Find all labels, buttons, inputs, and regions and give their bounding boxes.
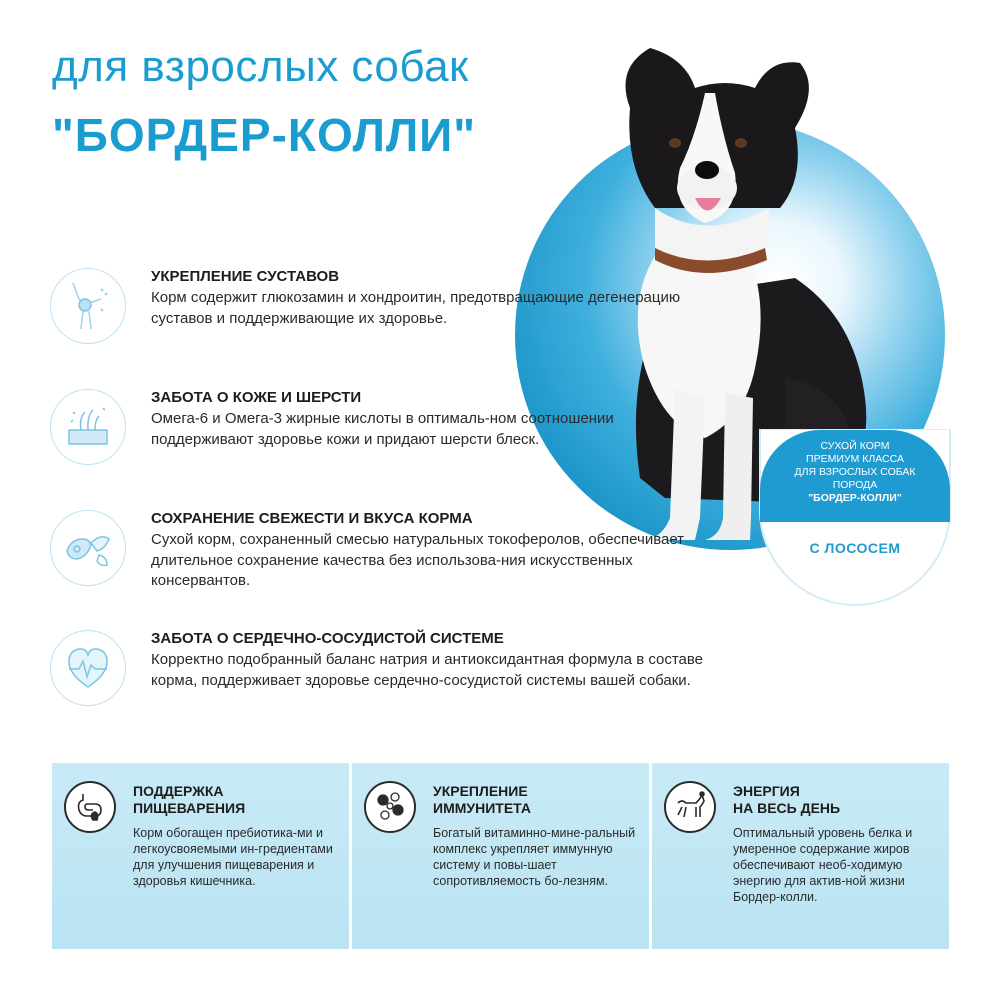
- digestion-icon: [64, 781, 116, 833]
- feature-title: УКРЕПЛЕНИЕ СУСТАВОВ: [151, 268, 340, 285]
- panel-title: ПОДДЕРЖКА ПИЩЕВАРЕНИЯ: [133, 783, 246, 816]
- panel-text: Богатый витаминно-мине-ральный комплекс укрепляет иммунную систему и повы-шает сопротивляемость бо-лезням.: [433, 826, 636, 888]
- panel-title: УКРЕПЛЕНИЕ ИММУНИТЕТА: [433, 783, 531, 816]
- feature-title: ЗАБОТА О КОЖЕ И ШЕРСТИ: [151, 389, 362, 406]
- feature-text: Омега-6 и Омега-3 жирные кислоты в оптималь-ном соотношении поддерживают здоровье кожи и придают шерсти блеск.: [151, 410, 614, 448]
- joint-icon: [50, 268, 126, 344]
- skin-hair-icon: [50, 389, 126, 465]
- feature-heart: [50, 630, 750, 710]
- panel-digestion: [52, 763, 349, 949]
- heart-icon: [50, 630, 126, 706]
- panel-title: ЭНЕРГИЯ НА ВЕСЬ ДЕНЬ: [733, 783, 841, 816]
- feature-skin: [50, 389, 750, 469]
- feature-text: Сухой корм, сохраненный смесью натуральных токоферолов, обеспечивает длительное сохранение качества без использова-ния искусственных консервантов.: [151, 531, 685, 589]
- feature-freshness: [50, 510, 750, 590]
- running-dog-icon: [664, 781, 716, 833]
- title-line2: "БОРДЕР-КОЛЛИ": [52, 109, 477, 161]
- badge-flavor: С ЛОСОСЕМ: [809, 540, 901, 556]
- panel-text: Оптимальный уровень белка и умеренное содержание жиров обеспечивают необ-ходимую энергию для актив-ной жизни Бордер-колли.: [733, 826, 913, 904]
- fresh-food-icon: [50, 510, 126, 586]
- panel-immunity: [352, 763, 649, 949]
- badge-line2: ПРЕМИУМ КЛАССА: [806, 453, 904, 465]
- title-line1: для взрослых собак: [52, 42, 469, 91]
- feature-title: ЗАБОТА О СЕРДЕЧНО-СОСУДИСТОЙ СИСТЕМЕ: [151, 630, 504, 647]
- feature-text: Корректно подобранный баланс натрия и антиоксидантная формула в составе корма, поддерживает здоровье сердечно-сосудистой системы вашей собаки.: [151, 651, 704, 689]
- badge-line4: ПОРОДА: [832, 479, 878, 491]
- panel-text: Корм обогащен пребиотика-ми и легкоусвояемыми ин-гредиентами для улучшения пищеварения и здоровья кишечника.: [133, 826, 333, 888]
- badge-line3: ДЛЯ ВЗРОСЛЫХ СОБАК: [794, 466, 916, 478]
- panel-energy: [652, 763, 949, 949]
- vitamins-icon: [364, 781, 416, 833]
- feature-title: СОХРАНЕНИЕ СВЕЖЕСТИ И ВКУСА КОРМА: [151, 510, 473, 527]
- badge-line1: СУХОЙ КОРМ: [820, 440, 890, 452]
- badge-header: [760, 430, 950, 522]
- badge-breed: "БОРДЕР-КОЛЛИ": [808, 492, 902, 504]
- feature-joints: [50, 268, 750, 348]
- feature-text: Корм содержит глюкозамин и хондроитин, предотвращающие дегенерацию суставов и поддерживающие их здоровье.: [151, 289, 681, 327]
